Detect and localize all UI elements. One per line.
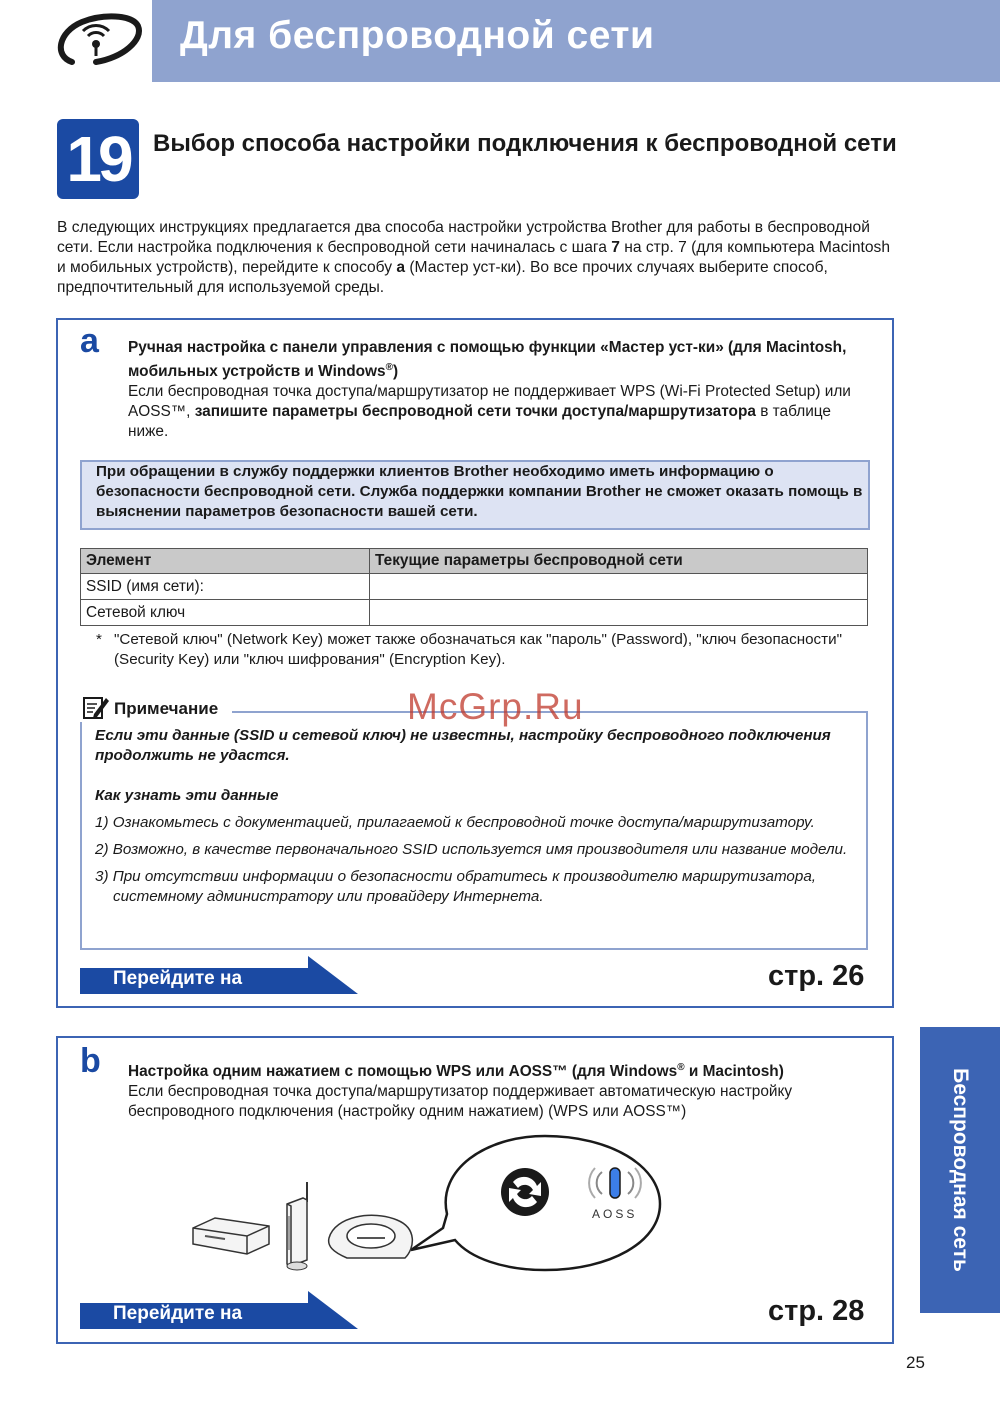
intro-paragraph: В следующих инструкциях предлагается два способа настройки устройства Brother для работы в беспроводной сети. Если настройка подключения к беспроводной сети начиналась с шага 7 на стр. 7 (для компьютера Macintosh и мобильных устройств), перейдите к способу a (Мастер уст-ки). Во все прочих случаях выберите способ, предпочтительный для используемой среды. [57, 219, 891, 296]
chapter-side-tab-label: Беспроводная сеть [949, 1068, 972, 1272]
footnote-marker: * [96, 631, 102, 648]
note-left-border [80, 722, 82, 950]
table-cell-writable [370, 574, 868, 600]
note-title: Примечание [114, 699, 219, 718]
page-reference-link[interactable]: стр. 26 [768, 960, 865, 992]
wireless-params-table [80, 548, 868, 626]
access-point-icon [287, 1182, 307, 1270]
goto-label: Перейдите на [113, 1303, 243, 1324]
wireless-logo-icon [52, 12, 144, 70]
table-row [81, 600, 868, 626]
support-warning-text: При обращении в службу поддержки клиентов Brother необходимо иметь информацию о безопасности беспроводной сети. Служба поддержки компании Brother не сможет оказать помощь в выяснении параметров безопасности вашей сети. [96, 463, 863, 520]
page-title: Для беспроводной сети [180, 14, 655, 57]
table-row [81, 574, 868, 600]
note-list-item: 1) Ознакомьтесь с документацией, прилагаемой к беспроводной точке доступа/маршрутизатору. [95, 814, 815, 831]
section-a-letter: a [80, 322, 99, 360]
table-header-cell: Элемент [81, 549, 370, 574]
note-important-line: Если эти данные (SSID и сетевой ключ) не известны, настройку беспроводного подключения продолжить не удастся. [95, 727, 831, 764]
table-header-row [81, 549, 868, 574]
table-cell: Сетевой ключ [81, 600, 370, 626]
note-body [95, 726, 855, 907]
note-pencil-icon [82, 694, 110, 720]
step-number-badge: 19 [57, 119, 139, 199]
page-number: 25 [906, 1353, 925, 1372]
watermark: McGrp.Ru [407, 686, 584, 727]
goto-label: Перейдите на [113, 968, 243, 989]
note-subheading: Как узнать эти данные [95, 787, 279, 804]
section-b-letter: b [80, 1042, 101, 1080]
table-cell-writable [370, 600, 868, 626]
flat-router-icon [193, 1218, 269, 1254]
table-cell: SSID (имя сети): [81, 574, 370, 600]
aoss-logo-text: AOSS [592, 1207, 638, 1221]
section-a-description: Ручная настройка с панели управления с помощью функции «Мастер уст-ки» (для Macintosh, мобильных устройств и Windows®) Если беспроводная точка доступа/маршрутизатор не поддерживает WPS (Wi-Fi Protected Setup) или AOSS™, запишите параметры беспроводной сети точки доступа/маршрутизатора в таблице ниже. [128, 339, 851, 441]
note-list-item: 3) При отсутствии информации о безопасности обратитесь к производителю маршрутизатора, системному администратору или провайдеру Интернета. [95, 868, 816, 905]
section-b-description: Настройка одним нажатием с помощью WPS или AOSS™ (для Windows® и Macintosh) Если беспроводная точка доступа/маршрутизатор поддерживает автоматическую настройку беспроводного подключения (настройку одним нажатием) (WPS или AOSS™) [128, 1062, 793, 1121]
note-list-item: 2) Возможно, в качестве первоначального SSID используется имя производителя или название модели. [95, 841, 848, 858]
round-router-icon [329, 1215, 413, 1258]
table-footnote [96, 630, 866, 670]
step-title: Выбор способа настройки подключения к беспроводной сети [153, 130, 897, 157]
table-header-cell: Текущие параметры беспроводной сети [370, 549, 868, 574]
wps-logo-icon [501, 1168, 549, 1216]
footnote-text: "Сетевой ключ" (Network Key) может также обозначаться как "пароль" (Password), "ключ безопасности" (Security Key) или "ключ шифрования" (Encryption Key). [114, 631, 842, 668]
page-reference-link[interactable]: стр. 28 [768, 1295, 865, 1327]
wps-aoss-devices-illustration [185, 1132, 665, 1278]
